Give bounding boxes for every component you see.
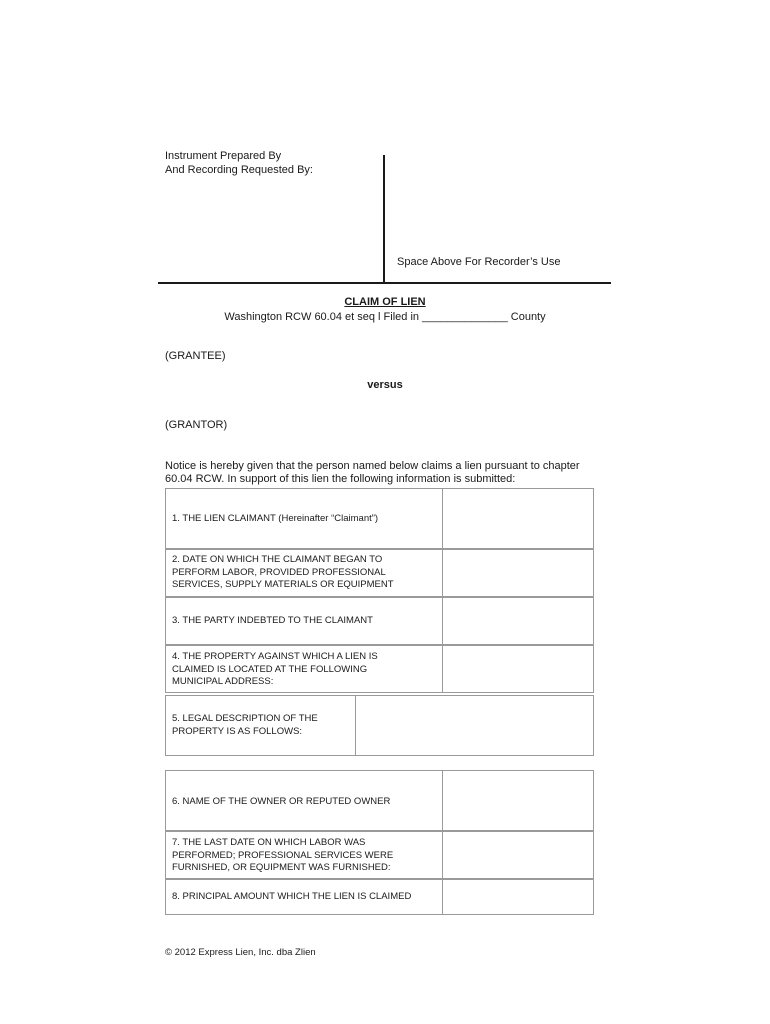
grantee-label: (GRANTEE) — [165, 350, 226, 362]
field-row-indebted-party — [165, 597, 594, 645]
field-row-last-date — [165, 831, 594, 879]
document-subtitle: Washington RCW 60.04 et seq l Filed in ______________ County — [224, 311, 546, 323]
prepared-by-line2: And Recording Requested By: — [165, 164, 313, 176]
grantor-label: (GRANTOR) — [165, 419, 228, 431]
field-row-municipal-address — [165, 645, 594, 693]
document-title: CLAIM OF LIEN — [344, 296, 426, 308]
field-row-legal-description — [165, 695, 594, 756]
field-row-owner-name — [165, 770, 594, 831]
field-label: 5. LEGAL DESCRIPTION OF THE PROPERTY IS AS FOLLOWS: — [172, 713, 318, 737]
field-label: 1. THE LIEN CLAIMANT (Hereinafter “Claimant”) — [172, 513, 379, 524]
field-row-claimant — [165, 488, 594, 549]
recorder-space-label: Space Above For Recorder’s Use — [397, 256, 561, 268]
notice-line-1: Notice is hereby given that the person named below claims a lien pursuant to chapter — [165, 460, 580, 472]
principal-amount-value-field[interactable] — [443, 880, 593, 914]
indebted-party-value-field[interactable] — [443, 598, 593, 644]
field-label: 4. THE PROPERTY AGAINST WHICH A LIEN IS CLAIMED IS LOCATED AT THE FOLLOWING MUNICIPAL ADDRESS: — [172, 651, 378, 687]
field-row-principal-amount — [165, 879, 594, 915]
notice-paragraph — [165, 460, 605, 486]
field-label: 6. NAME OF THE OWNER OR REPUTED OWNER — [172, 796, 391, 807]
claimant-value-field[interactable] — [443, 489, 593, 548]
field-label: 8. PRINCIPAL AMOUNT WHICH THE LIEN IS CLAIMED — [172, 891, 412, 902]
notice-line-2: 60.04 RCW. In support of this lien the following information is submitted: — [165, 473, 516, 485]
recorder-divider-horizontal — [158, 282, 611, 284]
prepared-by-line1: Instrument Prepared By — [165, 150, 282, 162]
legal-description-value-field[interactable] — [356, 696, 593, 755]
field-label: 2. DATE ON WHICH THE CLAIMANT BEGAN TO PERFORM LABOR, PROVIDED PROFESSIONAL SERVICES, SUPPLY MATERIALS OR EQUIPMENT — [172, 554, 394, 590]
prepared-by-block — [165, 149, 313, 177]
field-row-start-date — [165, 549, 594, 597]
versus-label: versus — [367, 379, 403, 391]
field-label: 3. THE PARTY INDEBTED TO THE CLAIMANT — [172, 615, 373, 626]
last-date-value-field[interactable] — [443, 832, 593, 878]
municipal-address-value-field[interactable] — [443, 646, 593, 692]
start-date-value-field[interactable] — [443, 550, 593, 596]
field-label: 7. THE LAST DATE ON WHICH LABOR WAS PERFORMED; PROFESSIONAL SERVICES WERE FURNISHED, OR EQUIPMENT WAS FURNISHED: — [172, 837, 394, 873]
recorder-divider-vertical — [383, 155, 385, 284]
copyright-footer: © 2012 Express Lien, Inc. dba Zlien — [165, 947, 316, 958]
owner-name-value-field[interactable] — [443, 771, 593, 830]
